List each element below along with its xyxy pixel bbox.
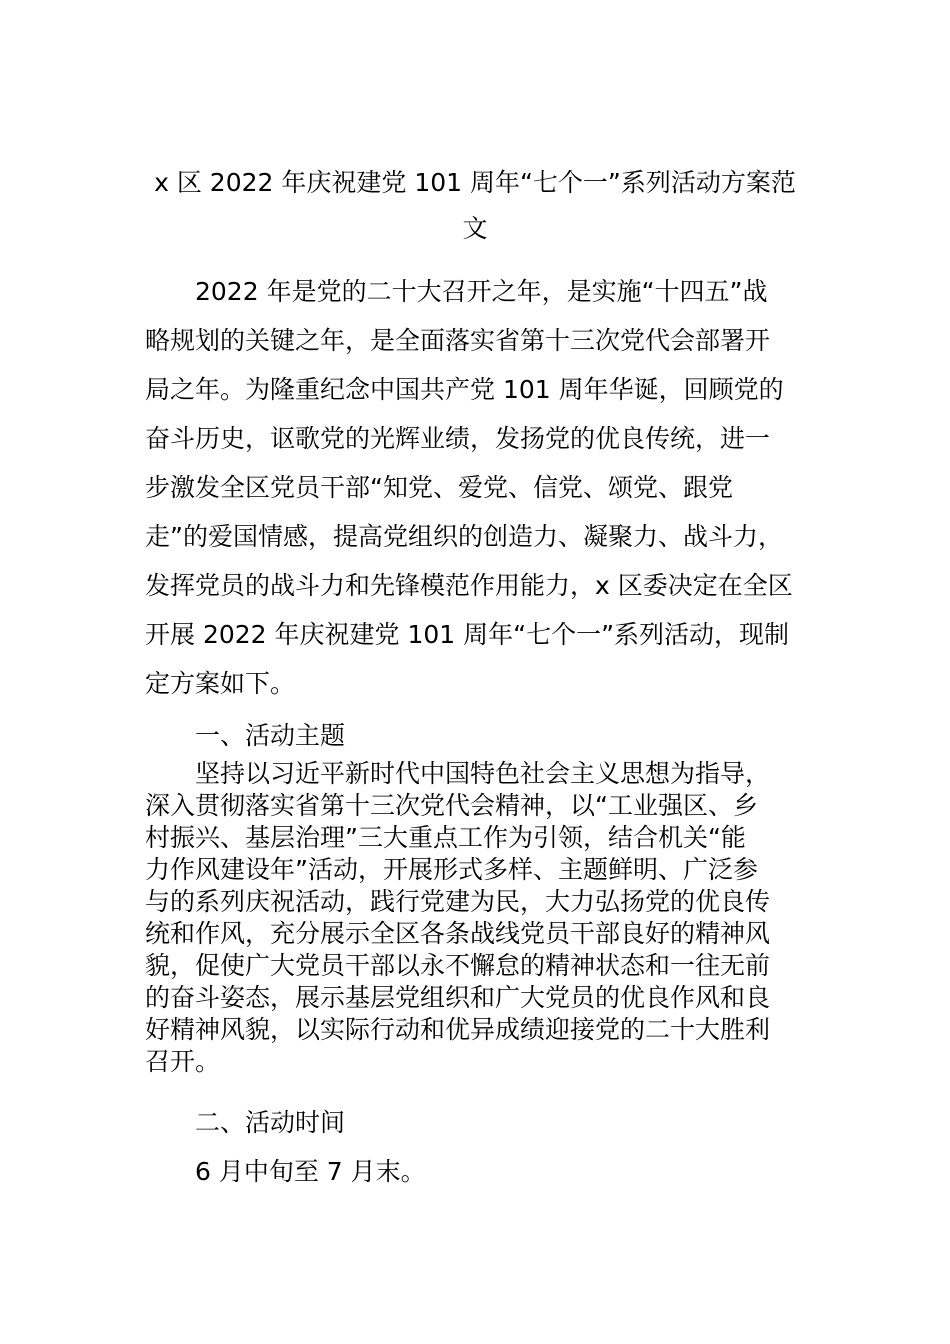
theme-paragraph-line: 好精神风貌，以实际行动和优异成绩迎接党的二十大胜利 [145, 1015, 771, 1044]
time-paragraph-line: 6 月中旬至 7 月末。 [195, 1157, 426, 1186]
theme-paragraph-line: 力作风建设年”活动，开展形式多样、主题鲜明、广泛参 [145, 855, 758, 884]
theme-paragraph-line: 貌，促使广大党员干部以永不懈怠的精神状态和一往无前 [145, 951, 771, 980]
theme-paragraph-line: 召开。 [145, 1047, 221, 1076]
intro-paragraph-line: 开展 2022 年庆祝建党 101 周年“七个一”系列活动，现制 [145, 620, 790, 649]
section-heading-theme: 一、活动主题 [195, 721, 346, 750]
title-line: x 区 2022 年庆祝建党 101 周年“七个一”系列活动方案范 [154, 168, 796, 197]
intro-paragraph-line: 奋斗历史，讴歌党的光辉业绩，发扬党的优良传统，进一 [145, 424, 771, 453]
intro-paragraph-line: 发挥党员的战斗力和先锋模范作用能力，x 区委决定在全区 [145, 571, 793, 600]
intro-paragraph-line: 走”的爱国情感，提高党组织的创造力、凝聚力、战斗力， [145, 522, 783, 551]
intro-paragraph-line: 步激发全区党员干部“知党、爱党、信党、颂党、跟党 [145, 473, 733, 502]
theme-paragraph-line: 统和作风，充分展示全区各条战线党员干部良好的精神风 [145, 919, 771, 948]
theme-paragraph-line: 深入贯彻落实省第十三次党代会精神，以“工业强区、乡 [145, 791, 758, 820]
intro-paragraph-line: 定方案如下。 [145, 669, 296, 698]
theme-paragraph-line: 的奋斗姿态，展示基层党组织和广大党员的优良作风和良 [145, 983, 771, 1012]
theme-paragraph-line: 与的系列庆祝活动，践行党建为民，大力弘扬党的优良传 [145, 887, 771, 916]
theme-paragraph-line: 坚持以习近平新时代中国特色社会主义思想为指导， [195, 759, 771, 788]
intro-paragraph-line: 略规划的关键之年，是全面落实省第十三次党代会部署开 [145, 326, 771, 355]
intro-paragraph-line: 局之年。为隆重纪念中国共产党 101 周年华诞，回顾党的 [145, 375, 784, 404]
document-title [140, 160, 810, 252]
intro-paragraph-line: 2022 年是党的二十大召开之年，是实施“十四五”战 [195, 277, 768, 306]
theme-paragraph-line: 村振兴、基层治理”三大重点工作为引领，结合机关“能 [145, 823, 746, 852]
section-heading-time: 二、活动时间 [195, 1108, 346, 1137]
title-line: 文 [462, 214, 488, 243]
